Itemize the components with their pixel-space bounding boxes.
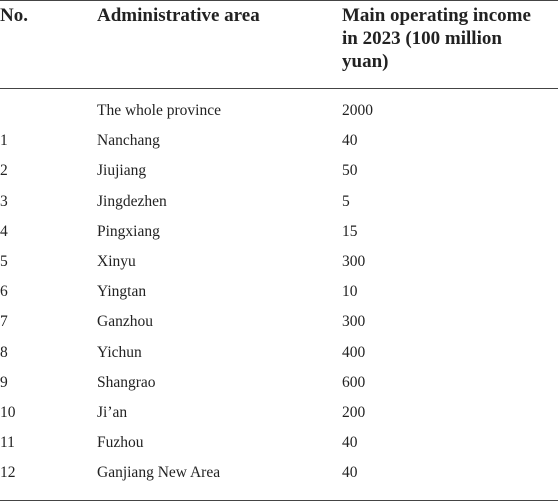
- row-area: Yichun: [97, 343, 142, 361]
- top-rule: [0, 0, 558, 1]
- header-income-line-3: yuan): [342, 51, 389, 72]
- row-income: 10: [342, 283, 358, 301]
- row-number: 3: [0, 192, 8, 210]
- row-number: 10: [0, 403, 16, 421]
- row-number: 2: [0, 162, 8, 180]
- table-row: [0, 458, 558, 488]
- row-number: 12: [0, 464, 16, 482]
- header-rule: [0, 88, 558, 89]
- header-main-operating-income: [342, 4, 558, 73]
- row-number: 1: [0, 132, 8, 150]
- table-row: [0, 217, 558, 247]
- table-row: [0, 187, 558, 217]
- table-row: [0, 156, 558, 186]
- row-income: 40: [342, 434, 358, 452]
- row-income: 300: [342, 253, 366, 271]
- row-income: 400: [342, 343, 366, 361]
- table-row: [0, 338, 558, 368]
- row-income: 200: [342, 403, 366, 421]
- row-area: Pingxiang: [97, 222, 160, 240]
- table-row: [0, 126, 558, 156]
- row-area: The whole province: [97, 102, 221, 120]
- row-area: Ji’an: [97, 403, 128, 421]
- row-income: 2000: [342, 102, 373, 120]
- row-number: [0, 96, 97, 126]
- row-area: Jingdezhen: [97, 192, 167, 210]
- table-row: [0, 398, 558, 428]
- table-row: [0, 428, 558, 458]
- row-income: 50: [342, 162, 358, 180]
- row-income: 600: [342, 373, 366, 391]
- header-income-line-2: in 2023 (100 million: [342, 28, 502, 49]
- table-row: [0, 307, 558, 337]
- row-area: Jiujiang: [97, 162, 147, 180]
- header-income-line-1: Main operating income: [342, 5, 531, 26]
- table-row: [0, 96, 558, 126]
- table-row: [0, 277, 558, 307]
- row-area: Nanchang: [97, 132, 160, 150]
- row-number: 5: [0, 253, 8, 271]
- header-administrative-area: Administrative area: [97, 5, 260, 26]
- row-area: Xinyu: [97, 253, 136, 271]
- row-area: Ganjiang New Area: [97, 464, 221, 482]
- row-number: 11: [0, 434, 15, 452]
- row-income: 300: [342, 313, 366, 331]
- row-income: 40: [342, 464, 358, 482]
- row-income: 5: [342, 192, 350, 210]
- row-area: Ganzhou: [97, 313, 153, 331]
- table-body: [0, 96, 558, 488]
- row-area: Shangrao: [97, 373, 156, 391]
- row-number: 4: [0, 222, 8, 240]
- row-number: 6: [0, 283, 8, 301]
- row-number: 7: [0, 313, 8, 331]
- row-income: 15: [342, 222, 358, 240]
- row-income: 40: [342, 132, 358, 150]
- row-number: 9: [0, 373, 8, 391]
- row-number: 8: [0, 343, 8, 361]
- bottom-rule: [0, 500, 558, 501]
- table-row: [0, 368, 558, 398]
- row-area: Fuzhou: [97, 434, 144, 452]
- table-row: [0, 247, 558, 277]
- header-no: No.: [0, 5, 28, 26]
- row-area: Yingtan: [97, 283, 147, 301]
